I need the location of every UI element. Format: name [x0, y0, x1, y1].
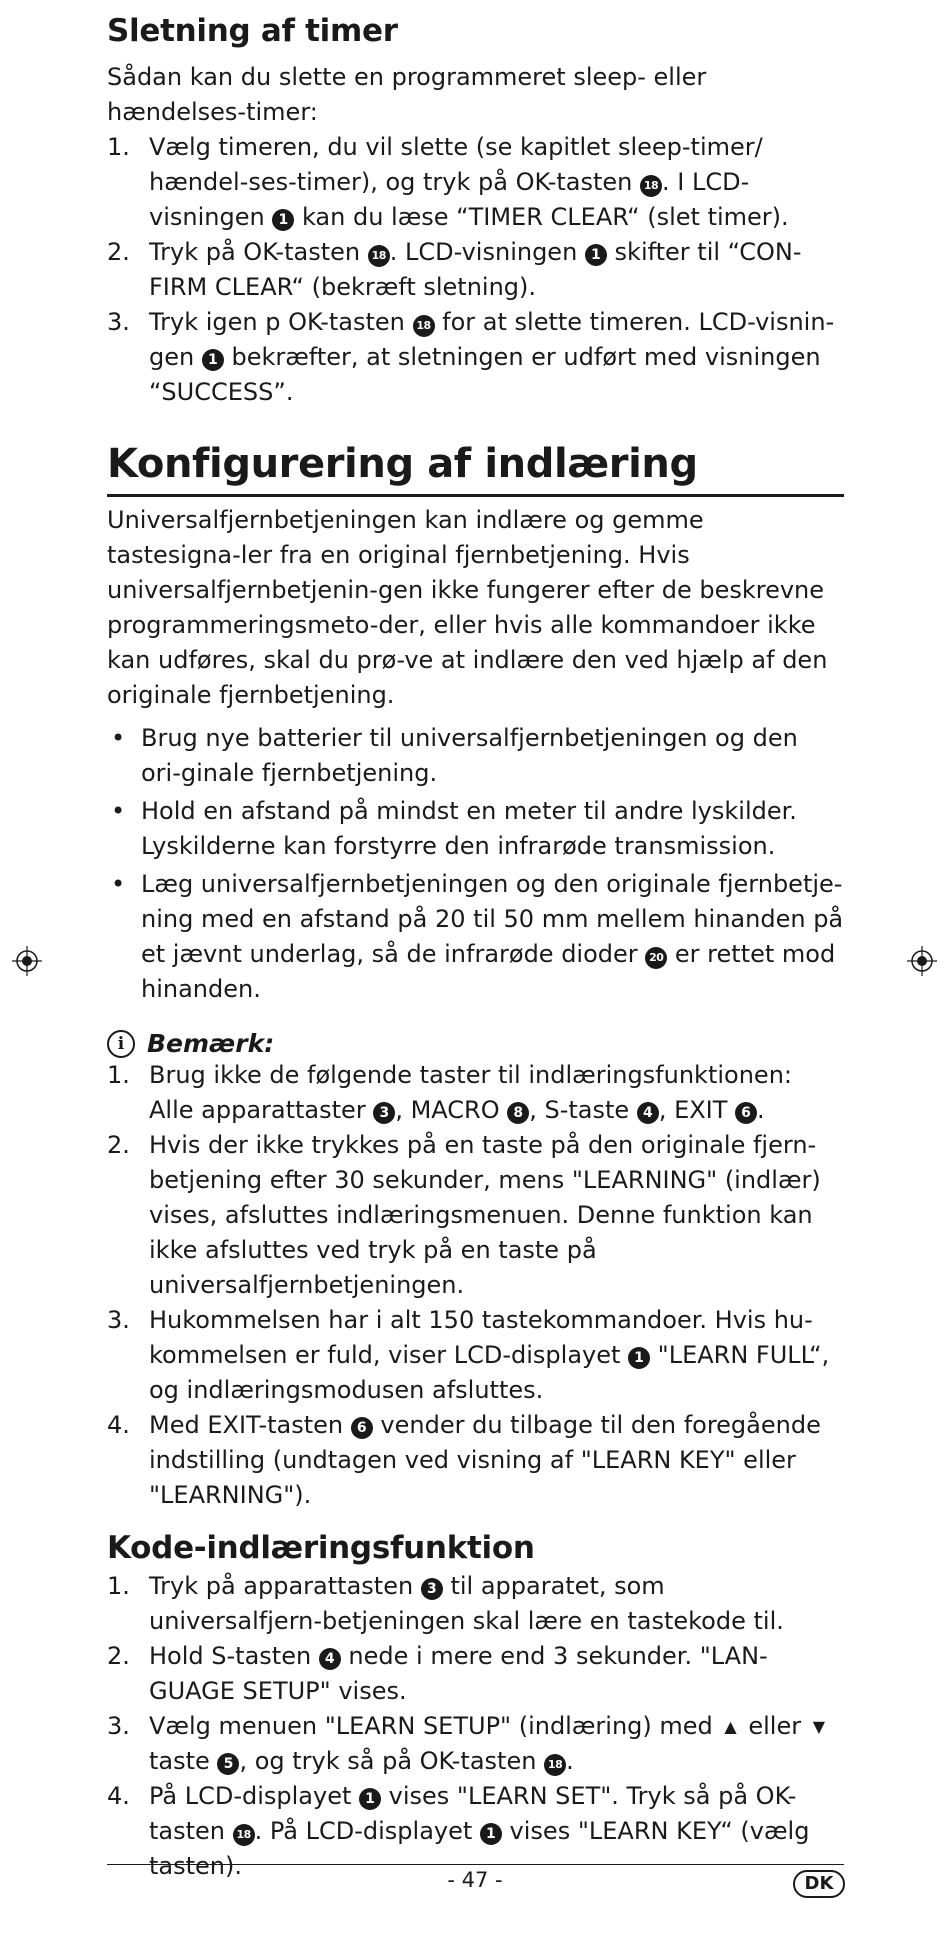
key-number-badge: 18: [544, 1754, 566, 1776]
registration-mark-icon: [12, 946, 42, 976]
key-number-badge: 4: [319, 1648, 341, 1670]
section-heading-kode: Kode-indlæringsfunktion: [107, 1530, 535, 1566]
key-number-badge: 8: [507, 1102, 529, 1124]
list-item: 3. Hukommelsen har i alt 150 tastekommandoer. Hvis hu-kommelsen er fuld, viser LCD-displayet 1 "LEARN FULL“, og indlæringsmodusen afsluttes.: [107, 1306, 830, 1404]
key-number-badge: 1: [628, 1347, 650, 1369]
key-number-badge: 1: [272, 209, 294, 231]
notes-list: [107, 1058, 844, 1513]
note-header: [107, 1029, 844, 1058]
info-icon: i: [107, 1030, 135, 1058]
list-item: • Læg universalfjernbetjeningen og den originale fjernbetje-ning med en afstand på 20 til 50 mm mellem hinanden på et jævnt underlag, så de infrarøde dioder 20 er rettet mod hinanden.: [107, 867, 844, 1007]
key-number-badge: 1: [202, 349, 224, 371]
section-intro: Universalfjernbetjeningen kan indlære og gemme tastesigna-ler fra en original fjernbetjening. Hvis universalfjernbetjenin-gen ikke fungerer efter de beskrevne programmeringsmeto-der, eller hvis alle kommandoer ikke kan udføres, skal du prø-ve at indlære den ved hjælp af den originale fjernbetjening.: [107, 506, 828, 709]
list-item: 3. Vælg menuen "LEARN SETUP" (indlæring) med ▲ eller ▼ taste 5 , og tryk så på OK-tasten 18 .: [107, 1709, 844, 1779]
list-item: 3. Tryk igen p OK-tasten 18 for at slette timeren. LCD-visnin-gen 1 bekræfter, at sletningen er udført med visningen “SUCCESS”.: [107, 308, 835, 406]
main-heading-rule: [107, 436, 844, 497]
list-item: 1. Brug ikke de følgende taster til indlæringsfunktionen: Alle apparattaster 3 , MACRO 8 , S-taste 4 , EXIT 6 .: [107, 1061, 792, 1124]
key-number-badge: 1: [585, 244, 607, 266]
document-page: [107, 0, 844, 1884]
bullet-icon: •: [111, 870, 126, 898]
arrow-up-icon: ▲: [724, 1717, 737, 1736]
bullet-icon: •: [111, 797, 126, 825]
key-number-badge: 18: [640, 175, 662, 197]
list-item: • Brug nye batterier til universalfjernbetjeningen og den ori-ginale fjernbetjening.: [107, 721, 844, 791]
key-number-badge: 18: [413, 315, 435, 337]
page-number: - 47 -: [447, 1868, 503, 1892]
key-number-badge: 5: [217, 1753, 239, 1775]
steps-list-kode: [107, 1569, 844, 1884]
key-number-badge: 6: [735, 1102, 757, 1124]
list-item: • Hold en afstand på mindst en meter til andre lyskilder. Lyskilderne kan forstyrre den infrarøde transmission.: [107, 794, 844, 864]
list-item: 2. Tryk på OK-tasten 18 . LCD-visningen 1 skifter til “CON-FIRM CLEAR“ (bekræft sletning).: [107, 238, 802, 301]
key-number-badge: 1: [480, 1823, 502, 1845]
key-number-badge: 4: [637, 1102, 659, 1124]
list-item: 1. Tryk på apparattasten 3 til apparatet, som universalfjern-betjeningen skal lære en tastekode til.: [107, 1572, 784, 1635]
note-title: Bemærk:: [147, 1029, 275, 1058]
list-item: 1. Vælg timeren, du vil slette (se kapitlet sleep-timer/ hændel-ses-timer), og tryk på OK-tasten 18 . I LCD-visningen 1 kan du læse “TIMER CLEAR“ (slet timer).: [107, 133, 789, 231]
list-item: 2. Hold S-tasten 4 nede i mere end 3 sekunder. "LAN-GUAGE SETUP" vises.: [107, 1642, 768, 1705]
footer-divider: [107, 1864, 844, 1865]
arrow-down-icon: ▼: [812, 1717, 826, 1736]
key-number-badge: 6: [351, 1417, 373, 1439]
main-heading: Konfigurering af indlæring: [107, 441, 698, 487]
steps-list-sletning: [107, 130, 844, 410]
list-item: 4. Med EXIT-tasten 6 vender du tilbage til den foregående indstilling (undtagen ved visning af "LEARN KEY" eller "LEARNING").: [107, 1411, 821, 1509]
list-item: 2. Hvis der ikke trykkes på en taste på den originale fjern-betjening efter 30 sekunder, mens "LEARNING" (indlær) vises, afsluttes indlæringsmenuen. Denne funktion kan ikke afsluttes ved tryk på en taste på universalfjernbetjeningen.: [107, 1131, 821, 1299]
bullet-icon: •: [111, 724, 126, 752]
language-badge: DK: [793, 1870, 845, 1898]
list-item: 4. På LCD-displayet 1 vises "LEARN SET". Tryk så på OK-tasten 18 . På LCD-displayet 1 vises "LEARN KEY“ (vælg tasten).: [107, 1782, 810, 1880]
key-number-badge: 20: [645, 947, 667, 969]
key-number-badge: 3: [421, 1578, 443, 1600]
key-number-badge: 3: [373, 1102, 395, 1124]
section-heading-sletning: Sletning af timer: [107, 13, 398, 49]
bullet-list: [107, 721, 844, 1007]
key-number-badge: 18: [368, 245, 390, 267]
key-number-badge: 1: [359, 1788, 381, 1810]
registration-mark-icon: [907, 946, 937, 976]
key-number-badge: 18: [233, 1824, 255, 1846]
section-intro: Sådan kan du slette en programmeret sleep- eller hændelses-timer:: [107, 63, 707, 126]
